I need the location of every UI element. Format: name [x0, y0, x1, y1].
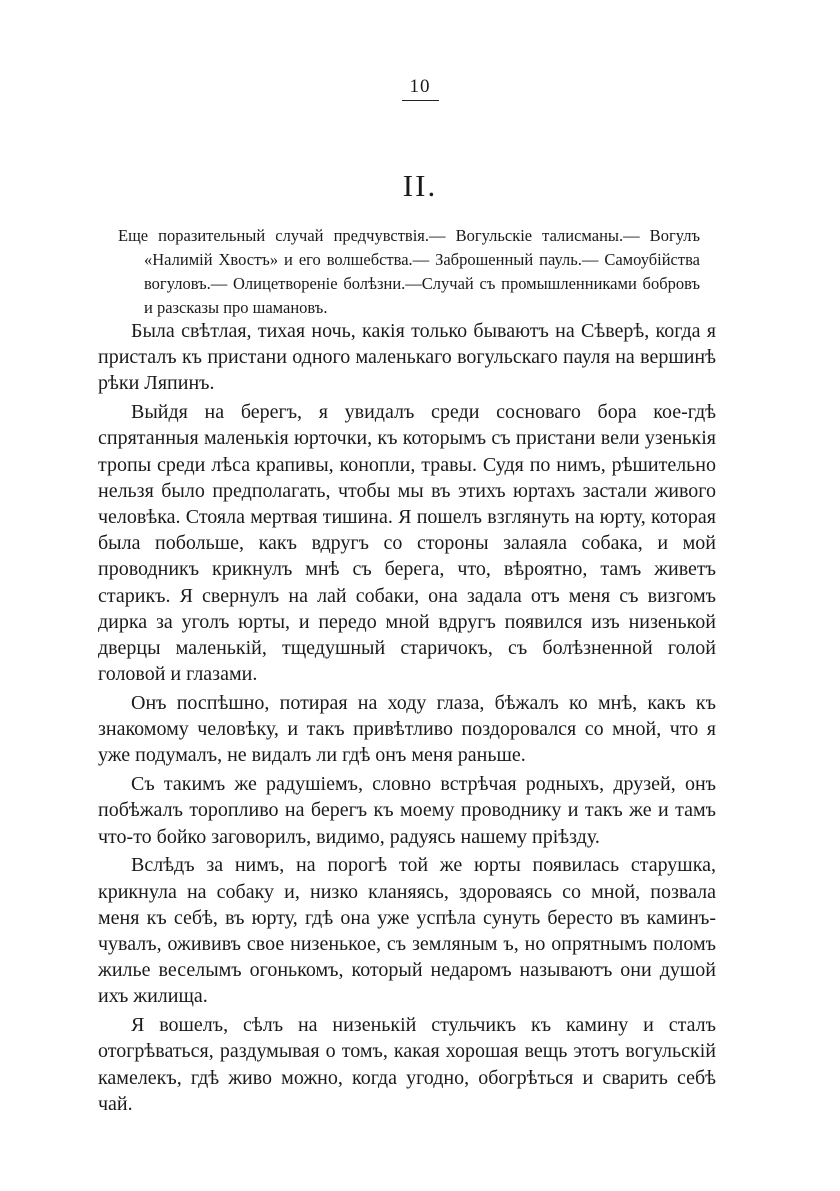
paragraph: Съ такимъ же радушіемъ, словно встрѣчая родныхъ, друзей, онъ побѣжалъ торопливо на берегъ къ моему проводнику и такъ же и тамъ что-то бойко заговорилъ, видимо, радуясь нашему пріѣзду.	[98, 773, 716, 848]
paragraph: Онъ поспѣшно, потирая на ходу глаза, бѣжалъ ко мнѣ, какъ къ знакомому человѣку, и такъ привѣтливо поздоровался со мной, что я уже подумалъ, не видалъ ли гдѣ онъ меня раньше.	[98, 692, 716, 767]
page-number: 10	[402, 76, 439, 101]
paragraph: Была свѣтлая, тихая ночь, какія только бываютъ на Сѣверѣ, когда я присталъ къ пристани одного маленькаго вогульскаго пауля на вершинѣ рѣки Ляпинъ.	[98, 320, 716, 395]
paragraph: Я вошелъ, сѣлъ на низенькій стульчикъ къ камину и сталъ отогрѣваться, раздумывая о томъ, какая хорошая вещь этотъ вогульскій камелекъ, гдѣ живо можно, когда угодно, обогрѣться и сварить себѣ чай.	[98, 1014, 716, 1115]
chapter-heading: II.	[402, 168, 438, 203]
chapter-synopsis: Еще поразительный случай предчувствія.— Вогульскіе талисманы.— Вогулъ «Налимій Хвостъ» и его волшебства.— Заброшенный пауль.— Самоубійства вогуловъ.— Олицетвореніе болѣзни.—Случай съ промышленниками бобровъ и разсказы про шамановъ.	[118, 226, 700, 317]
body-text	[98, 318, 716, 1120]
page-header	[0, 76, 840, 101]
paragraph: Вслѣдъ за нимъ, на порогѣ той же юрты появилась старушка, крикнула на собаку и, низко кланяясь, здороваясь со мной, позвала меня къ себѣ, въ юрту, гдѣ она уже успѣла сунуть бересто въ каминъ-чувалъ, ожививъ свое низенькое, съ земляным ъ, но опрятнымъ поломъ жилье веселымъ огонькомъ, который недаромъ называютъ они душой ихъ жилища.	[98, 854, 716, 1008]
paragraph: Выйдя на берегъ, я увидалъ среди сосноваго бора кое-гдѣ спрятанныя маленькія юрточки, къ которымъ съ пристани вели узенькія тропы среди лѣса крапивы, конопли, травы. Судя по нимъ, рѣшительно нельзя было предполагать, чтобы мы въ этихъ юртахъ застали живого человѣка. Стояла мертвая тишина. Я пошелъ взглянуть на юрту, которая была побольше, какъ вдругъ со стороны залаяла собака, и мой проводникъ крикнулъ мнѣ съ берега, что, вѣроятно, тамъ живетъ старикъ. Я свернулъ на лай собаки, она задала отъ меня съ визгомъ дирка за уголъ юрты, и передо мной вдругъ появился изъ низенькой дверцы маленькій, тщедушный старичокъ, съ болѣзненной голой головой и глазами.	[98, 401, 716, 686]
